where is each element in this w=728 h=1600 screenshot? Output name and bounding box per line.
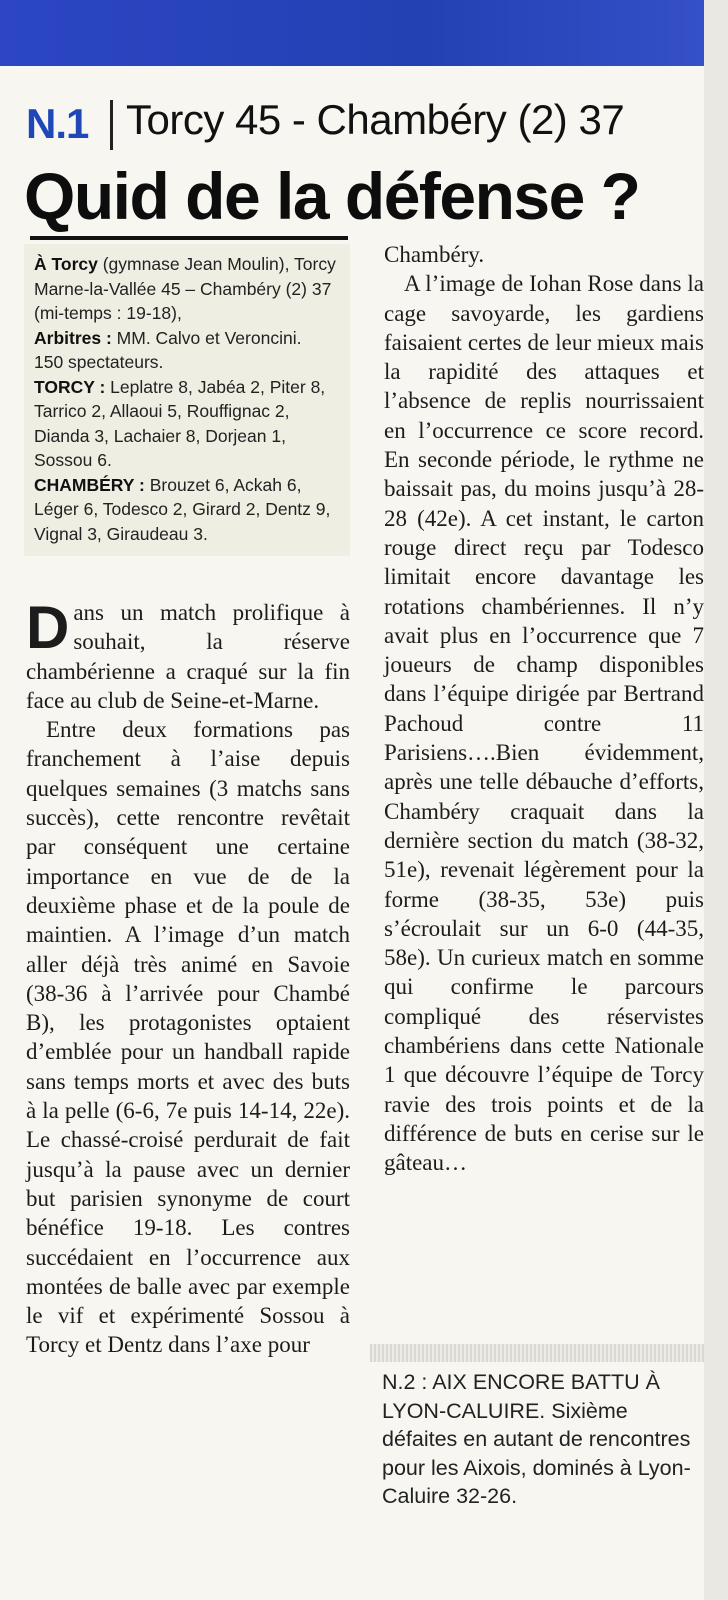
factbox-chambery-lineup: CHAMBÉRY : Brouzet 6, Ackah 6, Léger 6, Todesco 2, Girard 2, Dentz 9, Vignal 3, Giraudeau 3.: [34, 474, 331, 544]
article-paragraph-continued: Chambéry.: [384, 242, 485, 267]
drop-cap: D: [26, 594, 70, 661]
news-brief: [370, 1342, 704, 1542]
match-score-title: Torcy 45 - Chambéry (2) 37: [126, 96, 625, 143]
brief-title: N.2 : AIX ENCORE BATTU À LYON-CALUIRE.: [382, 1370, 660, 1423]
match-factbox: [24, 244, 350, 556]
factbox-torcy-lineup: TORCY : Leplatre 8, Jabéa 2, Piter 8, Tarrico 2, Allaoui 5, Rouffignac 2, Dianda 3, Lachaier 8, Dorjean 1, Sossou 6.: [34, 376, 326, 470]
factbox-referees: Arbitres : MM. Calvo et Veroncini.: [34, 327, 302, 348]
factbox-rule: [30, 236, 348, 240]
section-tag: N.1: [26, 100, 89, 147]
factbox-venue: À Torcy (gymnase Jean Moulin), Torcy Marne-la-Vallée 45 – Chambéry (2) 37 (mi-temps : 19-18),: [34, 254, 336, 323]
article-header: [26, 96, 676, 156]
article-column-right: [384, 240, 704, 1178]
headline: Quid de la défense ?: [24, 159, 640, 233]
factbox-attendance: 150 spectateurs.: [34, 352, 164, 372]
adjacent-page-edge: [704, 0, 728, 1600]
header-separator: [110, 100, 113, 150]
article-paragraph: A l’image de Iohan Rose dans la cage savoyarde, les gardiens faisaient certes de leur mieux mais la rapidité des attaques et l’absence de replis nourrissaient en l’occurrence ce score record. En seconde période, le rythme ne baissait pas, du moins jusqu’à 28-28 (42e). A cet instant, le carton rouge direct reçu par Todesco limitait encore davantage les rotations chambériennes. Il n’y avait plus en l’occurrence que 7 joueurs de champ disponibles dans l’équipe dirigée par Bertrand Pachoud contre 11 Parisiens….Bien évidemment, après une telle débauche d’efforts, Chambéry craquait dans la dernière section du match (38-32, 51e), revenait légèrement pour la forme (38-35, 53e) puis s’écroulait sur un 6-0 (44-35, 58e). Un curieux match en somme qui confirme le parcours compliqué des réservistes chambériens dans cette Nationale 1 que découvre l’équipe de Torcy ravie des trois points et de la différence de buts en cerise sur le gâteau…: [384, 271, 704, 1176]
brief-text: Sixième défaites en autant de rencontres pour les Aixois, dominés à Lyon-Caluire 32-26.: [382, 1398, 691, 1508]
top-color-band: [0, 0, 704, 66]
article-paragraph: Entre deux formations pas franchement à l’aise depuis quelques semaines (3 matchs sans succès), cette rencontre revêtait par conséquent une certaine importance en vue de de la deuxième phase et de la poule de maintien. A l’image d’un match aller déjà très animé en Savoie (38-36 à l’arrivée pour Chambé B), les protagonistes optaient d’emblée pour un handball rapide sans temps morts et avec des buts à la pelle (6-6, 7e puis 14-14, 22e). Le chassé-croisé perdurait de fait jusqu’à la pause avec un dernier but parisien synonyme de court bénéfice 19-18. Les contres succédaient en l’occurrence aux montées de balle avec par exemple le vif et expérimenté Sossou à Torcy et Dentz dans l’axe pour: [26, 717, 350, 1358]
article-column-left: [26, 594, 350, 1360]
article-paragraph-intro: Dans un match prolifique à souhait, la réserve chambérienne a craqué sur la fin face au club de Seine-et-Marne.: [26, 594, 350, 713]
